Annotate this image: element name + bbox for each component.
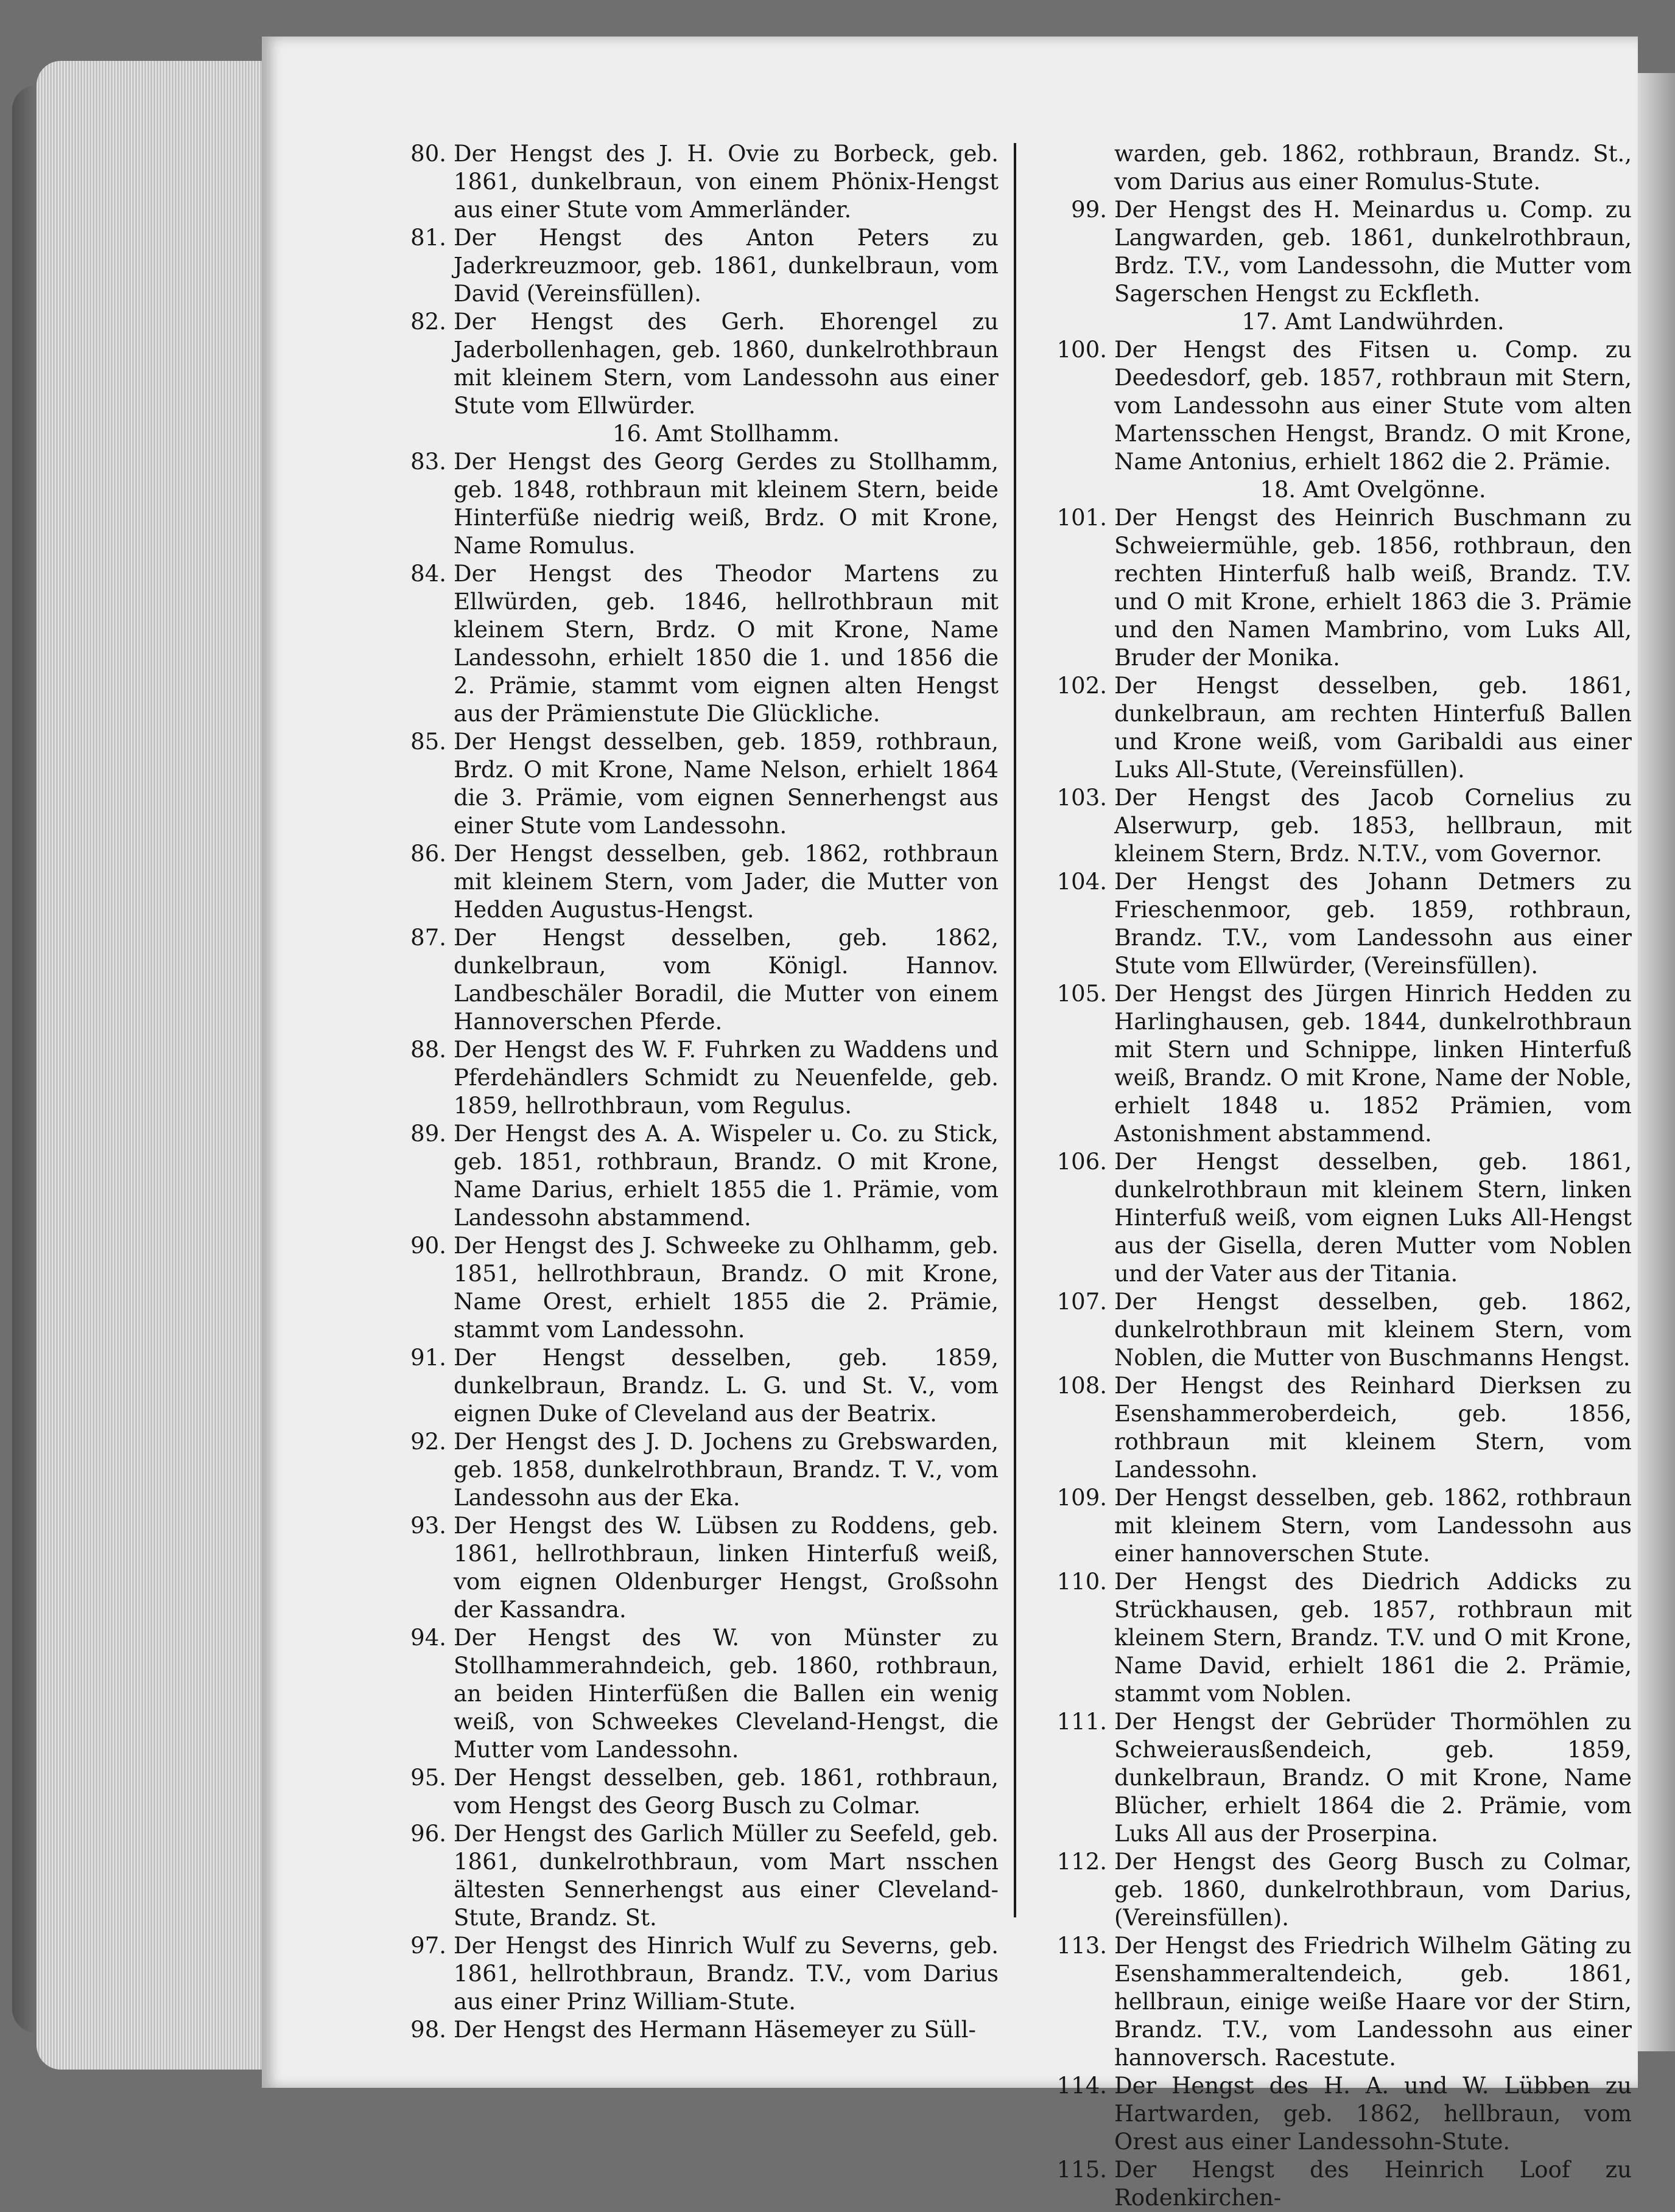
entry-number: 86. xyxy=(410,841,446,867)
list-item xyxy=(1038,196,1632,308)
entry-number: 96. xyxy=(410,1821,446,1847)
entry-number: 83. xyxy=(410,449,446,475)
entry-text: Der Hengst des Jürgen Hinrich Hedden zu Harlinghausen, geb. 1844, dunkelrothbraun mit Stern und Schnippe, linken Hinterfuß weiß, Brandz. O mit Krone, Name der Noble, erhielt 1848 u. 1852 Prämien, vom Astonishment abstammend. xyxy=(1114,981,1632,1147)
entry-text: Der Hengst desselben, geb. 1862, dunkelrothbraun mit kleinem Stern, vom Noblen, die Mutter von Buschmanns Hengst. xyxy=(1114,1289,1632,1371)
entry-number: 110. xyxy=(1056,1569,1107,1595)
list-item xyxy=(1038,784,1632,868)
entry-number: 80. xyxy=(410,141,446,167)
entry-text: Der Hengst des Diedrich Addicks zu Strückhausen, geb. 1857, rothbraun mit kleinem Stern, Brandz. T.V. und O mit Krone, Name David, erhielt 1861 die 2. Prämie, stammt vom Noblen. xyxy=(1114,1569,1632,1707)
entry-text: Der Hengst des W. von Münster zu Stollhammerahndeich, geb. 1860, rothbraun, an beiden Hinterfüßen die Ballen ein wenig weiß, von Schweekes Cleveland-Hengst, die Mutter vom Landessohn. xyxy=(454,1625,999,1763)
entry-number: 84. xyxy=(410,561,446,587)
entry-text: Der Hengst desselben, geb. 1862, rothbraun mit kleinem Stern, vom Jader, die Mutter von Hedden Augustus-Hengst. xyxy=(454,841,999,923)
entry-number: 94. xyxy=(410,1625,446,1651)
entry-number: 108. xyxy=(1056,1373,1107,1399)
list-item xyxy=(377,1232,999,1344)
list-item xyxy=(1038,1372,1632,1484)
entry-text: Der Hengst des Jacob Cornelius zu Alserwurp, geb. 1853, hellbraun, mit kleinem Stern, Brdz. N.T.V., vom Governor. xyxy=(1114,785,1632,867)
entry-number: 107. xyxy=(1056,1289,1107,1315)
entry-number: 90. xyxy=(410,1233,446,1259)
entry-text: Der Hengst des J. D. Jochens zu Grebswarden, geb. 1858, dunkelrothbraun, Brandz. T. V., vom Landessohn aus der Eka. xyxy=(454,1429,999,1511)
facing-page-edge xyxy=(1638,73,1675,2051)
list-item xyxy=(1038,672,1632,784)
list-item xyxy=(377,728,999,840)
list-item xyxy=(1038,1288,1632,1372)
entry-number: 81. xyxy=(410,225,446,251)
entry-text: Der Hengst des Heinrich Buschmann zu Schweiermühle, geb. 1856, rothbraun, den rechten Hinterfuß halb weiß, Brandz. T.V. und O mit Krone, erhielt 1863 die 3. Prämie und den Namen Mambrino, vom Luks All, Bruder der Monika. xyxy=(1114,505,1632,671)
list-item xyxy=(377,1428,999,1512)
entry-text: Der Hengst desselben, geb. 1861, dunkelbraun, am rechten Hinterfuß Ballen und Krone weiß, vom Garibaldi aus einer Luks All-Stute, (Vereinsfüllen). xyxy=(1114,673,1632,783)
list-item xyxy=(1038,1932,1632,2072)
entry-text: Der Hengst desselben, geb. 1859, rothbraun, Brdz. O mit Krone, Name Nelson, erhielt 1864 die 3. Prämie, vom eignen Sennerhengst aus einer Stute vom Landessohn. xyxy=(454,729,999,839)
entry-text: Der Hengst der Gebrüder Thormöhlen zu Schweierausßendeich, geb. 1859, dunkelbraun, Brandz. O mit Krone, Name Blücher, erhielt 1864 die 2. Prämie, vom Luks All aus der Proserpina. xyxy=(1114,1709,1632,1847)
entry-number: 88. xyxy=(410,1037,446,1063)
entry-number: 93. xyxy=(410,1513,446,1539)
entry-text: Der Hengst des Reinhard Dierksen zu Esenshammeroberdeich, geb. 1856, rothbraun mit kleinem Stern, vom Landessohn. xyxy=(1114,1373,1632,1483)
entry-text: Der Hengst des A. A. Wispeler u. Co. zu Stick, geb. 1851, rothbraun, Brandz. O mit Krone, Name Darius, erhielt 1855 die 1. Prämie, vom Landessohn abstammend. xyxy=(454,1121,999,1231)
entry-text: Der Hengst des Georg Gerdes zu Stollhamm, geb. 1848, rothbraun mit kleinem Stern, beide Hinterfüße niedrig weiß, Brdz. O mit Krone, Name Romulus. xyxy=(454,449,999,559)
list-item xyxy=(1038,1148,1632,1288)
entry-text: Der Hengst des J. Schweeke zu Ohlhamm, geb. 1851, hellrothbraun, Brandz. O mit Krone, Name Orest, erhielt 1855 die 2. Prämie, stammt vom Landessohn. xyxy=(454,1233,999,1343)
list-item xyxy=(377,1932,999,2016)
entry-text: Der Hengst des Gerh. Ehorengel zu Jaderbollenhagen, geb. 1860, dunkelrothbraun mit kleinem Stern, vom Landessohn aus einer Stute vom Ellwürder. xyxy=(454,309,999,419)
entry-text: Der Hengst des Heinrich Loof zu Rodenkirchen- xyxy=(1114,2157,1632,2211)
entry-number: 91. xyxy=(410,1345,446,1371)
entry-text: Der Hengst des Anton Peters zu Jaderkreuzmoor, geb. 1861, dunkelbraun, vom David (Vereinsfüllen). xyxy=(454,225,999,307)
entry-text: Der Hengst des Theodor Martens zu Ellwürden, geb. 1846, hellrothbraun mit kleinem Stern, Brdz. O mit Krone, Name Landessohn, erhielt 1850 die 1. und 1856 die 2. Prämie, stammt vom eignen alten Hengst aus der Prämienstute Die Glückliche. xyxy=(454,561,999,727)
entry-text: Der Hengst desselben, geb. 1859, dunkelbraun, Brandz. L. G. und St. V., vom eignen Duke of Cleveland aus der Beatrix. xyxy=(454,1345,999,1427)
list-item xyxy=(1038,504,1632,672)
list-item xyxy=(377,140,999,224)
list-item xyxy=(377,1120,999,1232)
list-item xyxy=(377,1036,999,1120)
section-heading: 17. Amt Landwührden. xyxy=(1241,309,1505,335)
list-item xyxy=(377,224,999,308)
list-item xyxy=(1038,2156,1632,2212)
entry-text: Der Hengst des H. Meinardus u. Comp. zu Langwarden, geb. 1861, dunkelrothbraun, Brdz. T.V., vom Landessohn, die Mutter vom Sagerschen Hengst zu Eckfleth. xyxy=(1114,197,1632,307)
entry-text: Der Hengst des Friedrich Wilhelm Gäting zu Esenshammeraltendeich, geb. 1861, hellbraun, einige weiße Haare vor der Stirn, Brandz. T.V., vom Landessohn aus einer hannoversch. Racestute. xyxy=(1114,1933,1632,2071)
entry-number: 103. xyxy=(1056,785,1107,811)
list-item xyxy=(1038,868,1632,980)
entry-number: 111. xyxy=(1056,1709,1107,1735)
list-item xyxy=(1038,1708,1632,1848)
section-heading: 16. Amt Stollhamm. xyxy=(612,421,840,447)
entry-number: 113. xyxy=(1056,1933,1107,1959)
entry-number: 95. xyxy=(410,1765,446,1791)
entry-text: Der Hengst desselben, geb. 1861, rothbraun, vom Hengst des Georg Busch zu Colmar. xyxy=(454,1765,999,1819)
list-item xyxy=(377,560,999,728)
list-item xyxy=(377,1344,999,1428)
entry-text: Der Hengst des W. F. Fuhrken zu Waddens und Pferdehändlers Schmidt zu Neuenfelde, geb. 1859, hellrothbraun, vom Regulus. xyxy=(454,1037,999,1119)
list-item xyxy=(377,448,999,560)
entry-text: Der Hengst desselben, geb. 1862, dunkelbraun, vom Königl. Hannov. Landbeschäler Boradil, die Mutter von einem Hannoverschen Pferde. xyxy=(454,925,999,1035)
entry-number: 82. xyxy=(410,309,446,335)
entry-number: 115. xyxy=(1056,2157,1107,2183)
list-item xyxy=(377,1624,999,1764)
entry-text: Der Hengst des Johann Detmers zu Frieschenmoor, geb. 1859, rothbraun, Brandz. T.V., vom Landessohn aus einer Stute vom Ellwürder, (Vereinsfüllen). xyxy=(1114,869,1632,979)
list-item xyxy=(377,924,999,1036)
list-item xyxy=(1038,1848,1632,1932)
list-item xyxy=(377,1820,999,1932)
entry-number: 114. xyxy=(1056,2073,1107,2099)
list-item xyxy=(377,2016,999,2044)
entry-number: 92. xyxy=(410,1429,446,1455)
entry-text: Der Hengst des W. Lübsen zu Roddens, geb. 1861, hellrothbraun, linken Hinterfuß weiß, vom eignen Oldenburger Hengst, Großsohn der Kassandra. xyxy=(454,1513,999,1623)
entry-text: Der Hengst des J. H. Ovie zu Borbeck, geb. 1861, dunkelbraun, von einem Phönix-Hengst aus einer Stute vom Ammerländer. xyxy=(454,141,999,223)
entry-number: 85. xyxy=(410,729,446,755)
entry-text: Der Hengst des Hermann Häsemeyer zu Süll- xyxy=(454,2017,976,2043)
section-heading: 18. Amt Ovelgönne. xyxy=(1260,477,1486,503)
entry-text: Der Hengst des Fitsen u. Comp. zu Deedesdorf, geb. 1857, rothbraun mit Stern, vom Landessohn aus einer Stute vom alten Martensschen Hengst, Brandz. O mit Krone, Name Antonius, erhielt 1862 die 2. Prämie. xyxy=(1114,337,1632,475)
entry-number: 101. xyxy=(1056,505,1107,531)
book-page-edges xyxy=(37,61,292,2070)
entry-number: 97. xyxy=(410,1933,446,1959)
list-item xyxy=(377,308,999,420)
entry-number: 89. xyxy=(410,1121,446,1147)
entry-number: 112. xyxy=(1056,1849,1107,1875)
entry-number: 104. xyxy=(1056,869,1107,895)
entry-text: Der Hengst des Garlich Müller zu Seefeld, geb. 1861, dunkelrothbraun, vom Mart nsschen ältesten Sennerhengst aus einer Cleveland-Stute, Brandz. St. xyxy=(454,1821,999,1931)
entry-number: 100. xyxy=(1056,337,1107,363)
left-column xyxy=(377,140,999,2044)
entry-number: 87. xyxy=(410,925,446,951)
entry-number: 109. xyxy=(1056,1485,1107,1511)
list-item xyxy=(377,1512,999,1624)
list-item xyxy=(1038,1568,1632,1708)
list-item xyxy=(1038,2072,1632,2156)
list-item xyxy=(377,840,999,924)
entry-number: 105. xyxy=(1056,981,1107,1007)
list-item xyxy=(1038,980,1632,1148)
entry-number: 98. xyxy=(410,2017,446,2043)
list-item xyxy=(377,1764,999,1820)
continued-entry-text: warden, geb. 1862, rothbraun, Brandz. St., vom Darius aus einer Romulus-Stute. xyxy=(1114,141,1632,195)
entry-text: Der Hengst desselben, geb. 1862, rothbraun mit kleinem Stern, vom Landessohn aus einer hannoverschen Stute. xyxy=(1114,1485,1632,1567)
right-column xyxy=(1038,140,1632,2212)
entry-number: 99. xyxy=(1071,197,1107,223)
entry-text: Der Hengst des Georg Busch zu Colmar, geb. 1860, dunkelrothbraun, vom Darius, (Vereinsfüllen). xyxy=(1114,1849,1632,1931)
entry-text: Der Hengst desselben, geb. 1861, dunkelrothbraun mit kleinem Stern, linken Hinterfuß weiß, vom eignen Luks All-Hengst aus der Gisella, deren Mutter vom Noblen und der Vater aus der Titania. xyxy=(1114,1149,1632,1287)
list-item xyxy=(1038,1484,1632,1568)
entry-number: 102. xyxy=(1056,673,1107,699)
list-item xyxy=(1038,336,1632,476)
entry-number: 106. xyxy=(1056,1149,1107,1175)
column-divider xyxy=(1014,143,1016,1917)
entry-text: Der Hengst des Hinrich Wulf zu Severns, geb. 1861, hellrothbraun, Brandz. T.V., vom Darius aus einer Prinz William-Stute. xyxy=(454,1933,999,2015)
entry-text: Der Hengst des H. A. und W. Lübben zu Hartwarden, geb. 1862, hellbraun, vom Orest aus einer Landessohn-Stute. xyxy=(1114,2073,1632,2155)
